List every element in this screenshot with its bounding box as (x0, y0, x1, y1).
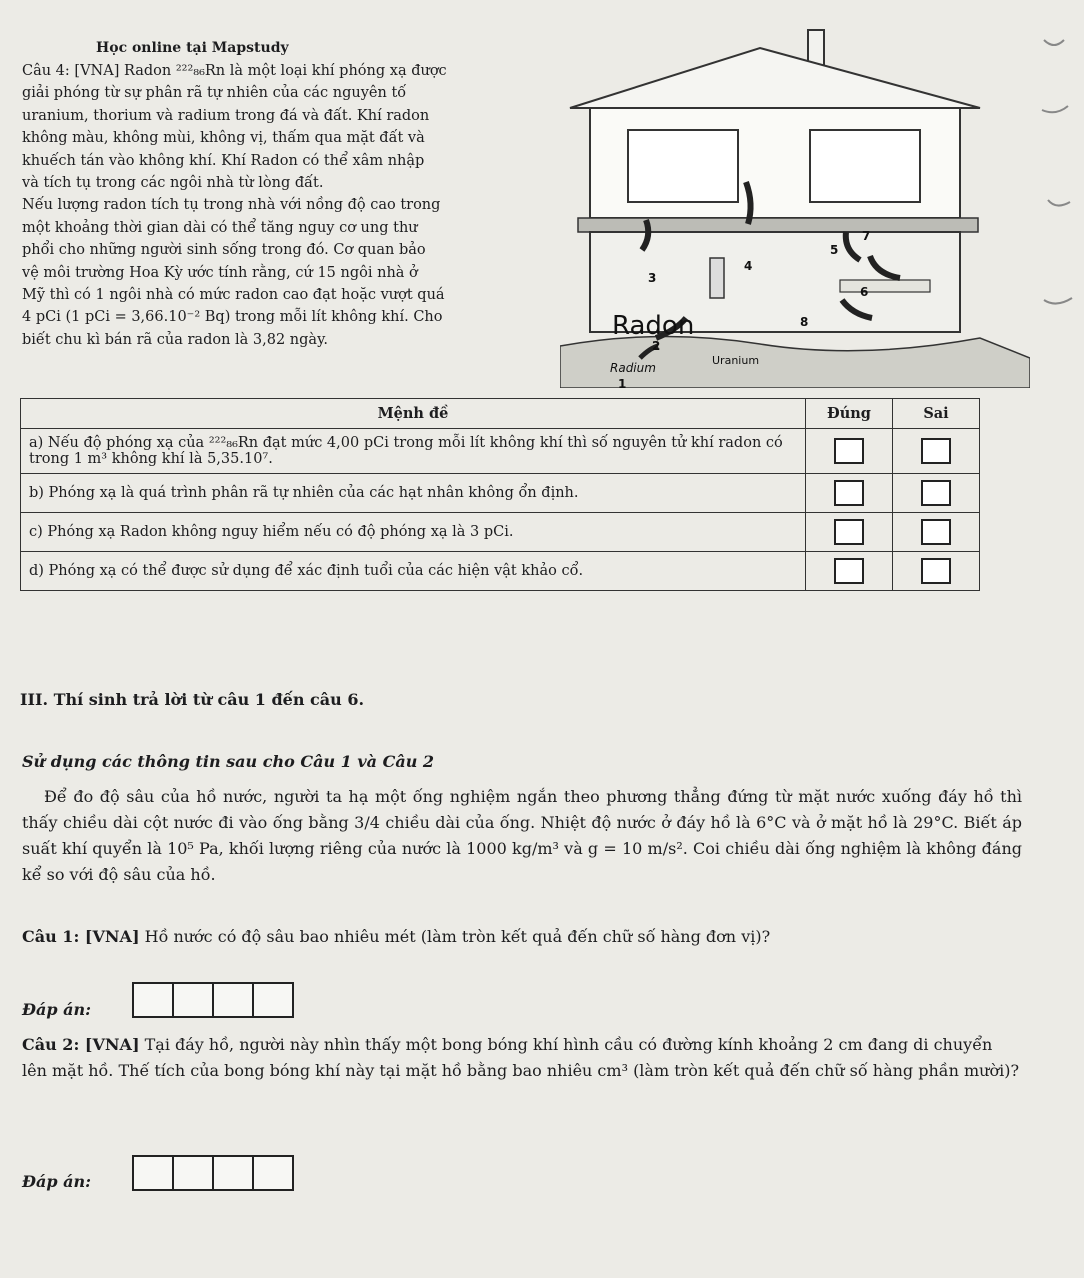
answer-box[interactable] (172, 982, 214, 1018)
label-8: 8 (800, 315, 809, 329)
q4-line: không màu, không mùi, không vị, thấm qua mặt đất và (22, 130, 425, 147)
answer-box[interactable] (212, 1155, 254, 1191)
answer-box[interactable] (172, 1155, 214, 1191)
checkbox-c-true[interactable] (834, 519, 864, 545)
statement-a: a) Nếu độ phóng xạ của ²²²₈₆Rn đạt mức 4,00 pCi trong mỗi lít không khí thì số nguyên tử khí radon có trong 1 m³ không khí là 5,35.10⁷. (21, 429, 806, 474)
table-row (21, 513, 980, 552)
table-header-row (21, 399, 980, 429)
q2-text: Tại đáy hồ, người này nhìn thấy một bong bóng khí hình cầu có đường kính khoảng 2 cm đang di chuyển lên mặt hồ. Thế tích của bong bóng khí này tại mặt hồ bằng bao nhiêu cm³ (làm tròn kết quả đến chữ số hàng phần mười)? (22, 1035, 1020, 1080)
q4-line: khuếch tán vào không khí. Khí Radon có thể xâm nhập (22, 152, 425, 169)
label-4: 4 (744, 259, 753, 273)
label-5: 5 (830, 243, 839, 257)
false-header: Sai (893, 399, 980, 429)
roof (570, 48, 980, 108)
answer-box[interactable] (132, 1155, 174, 1191)
edge-scribble (1024, 0, 1084, 400)
checkbox-d-false[interactable] (921, 558, 951, 584)
table-row (21, 474, 980, 513)
answer-label-1: Đáp án: (22, 1000, 92, 1019)
context-paragraph: Để đo độ sâu của hồ nước, người ta hạ một ống nghiệm ngắn theo phương thẳng đứng từ mặt nước xuống đáy hồ thì thấy chiều dài cột nước đi vào ống bằng 3/4 chiều dài của ống. Nhiệt độ nước ở đáy hồ là 6°C và ở mặt hồ là 29°C. Biết áp suất khí quyển là 10⁵ Pa, khối lượng riêng của nước là 1000 kg/m³ và g = 10 m/s². Coi chiều dài ống nghiệm là không đáng kể so với độ sâu của hồ. (22, 787, 1022, 884)
checkbox-c-false[interactable] (921, 519, 951, 545)
radon-house-diagram (560, 28, 1030, 388)
q4-line: biết chu kì bán rã của radon là 3,82 ngày. (22, 331, 328, 348)
answer-box[interactable] (132, 982, 174, 1018)
answer-box[interactable] (252, 982, 294, 1018)
pillar (710, 258, 724, 298)
q4-line: uranium, thorium và radium trong đá và đất. Khí radon (22, 107, 430, 124)
checkbox-d-true[interactable] (834, 558, 864, 584)
q4-line: Câu 4: [VNA] Radon ²²²₈₆Rn là một loại khí phóng xạ được (22, 63, 447, 79)
q4-line: Nếu lượng radon tích tụ trong nhà với nồng độ cao trong (22, 197, 441, 214)
q4-line: giải phóng từ sự phân rã tự nhiên của các nguyên tố (22, 85, 407, 102)
section-3-title: III. Thí sinh trả lời từ câu 1 đến câu 6. (20, 690, 365, 709)
q1-lead: Câu 1: [VNA] (22, 927, 140, 946)
statement-header: Mệnh đề (21, 399, 806, 429)
table-row (21, 552, 980, 591)
floor-slab (578, 218, 978, 232)
checkbox-a-true[interactable] (834, 438, 864, 464)
label-6: 6 (860, 285, 869, 299)
label-1: 1 (618, 377, 627, 388)
true-header: Đúng (806, 399, 893, 429)
q4-line: 4 pCi (1 pCi = 3,66.10⁻² Bq) trong mỗi lít không khí. Cho (22, 309, 443, 326)
context-body (22, 784, 1022, 888)
statement-d: d) Phóng xạ có thể được sử dụng để xác định tuổi của các hiện vật khảo cổ. (21, 552, 806, 591)
q4-line: Mỹ thì có 1 ngôi nhà có mức radon cao đạt hoặc vượt quá (22, 287, 445, 304)
true-false-table (20, 398, 980, 591)
label-uranium: Uranium (712, 354, 760, 367)
checkbox-b-false[interactable] (921, 480, 951, 506)
q1-text: Hồ nước có độ sâu bao nhiêu mét (làm tròn kết quả đến chữ số hàng đơn vị)? (144, 927, 771, 946)
question-2 (22, 1032, 1022, 1084)
label-7: 7 (862, 229, 871, 243)
label-2: 2 (652, 339, 661, 353)
answer-box[interactable] (252, 1155, 294, 1191)
answer-boxes-1[interactable] (132, 982, 292, 1018)
window-right (810, 130, 920, 202)
answer-box[interactable] (212, 982, 254, 1018)
window-left (628, 130, 738, 202)
q4-line: phổi cho những người sinh sống trong đó. Cơ quan bảo (22, 242, 426, 259)
statement-b: b) Phóng xạ là quá trình phân rã tự nhiên của các hạt nhân không ổn định. (21, 474, 806, 513)
question-4-text (22, 60, 582, 351)
q4-line: một khoảng thời gian dài có thể tăng nguy cơ ung thư (22, 219, 418, 236)
q4-line: vệ môi trường Hoa Kỳ ước tính rằng, cứ 15 ngôi nhà ở (22, 264, 418, 281)
label-radon: Radon (612, 311, 695, 341)
pipe (840, 280, 930, 292)
q4-line: và tích tụ trong các ngôi nhà từ lòng đất. (22, 175, 324, 192)
checkbox-b-true[interactable] (834, 480, 864, 506)
answer-boxes-2[interactable] (132, 1155, 292, 1191)
context-title: Sử dụng các thông tin sau cho Câu 1 và Câu 2 (22, 752, 435, 771)
page-header: Học online tại Mapstudy (96, 40, 289, 56)
statement-c: c) Phóng xạ Radon không nguy hiểm nếu có độ phóng xạ là 3 pCi. (21, 513, 806, 552)
q2-lead: Câu 2: [VNA] (22, 1035, 140, 1054)
label-3: 3 (648, 271, 657, 285)
chimney (808, 30, 824, 66)
checkbox-a-false[interactable] (921, 438, 951, 464)
table-row (21, 429, 980, 474)
question-1 (22, 924, 1022, 950)
answer-label-2: Đáp án: (22, 1172, 92, 1191)
label-radium: Radium (610, 361, 656, 375)
